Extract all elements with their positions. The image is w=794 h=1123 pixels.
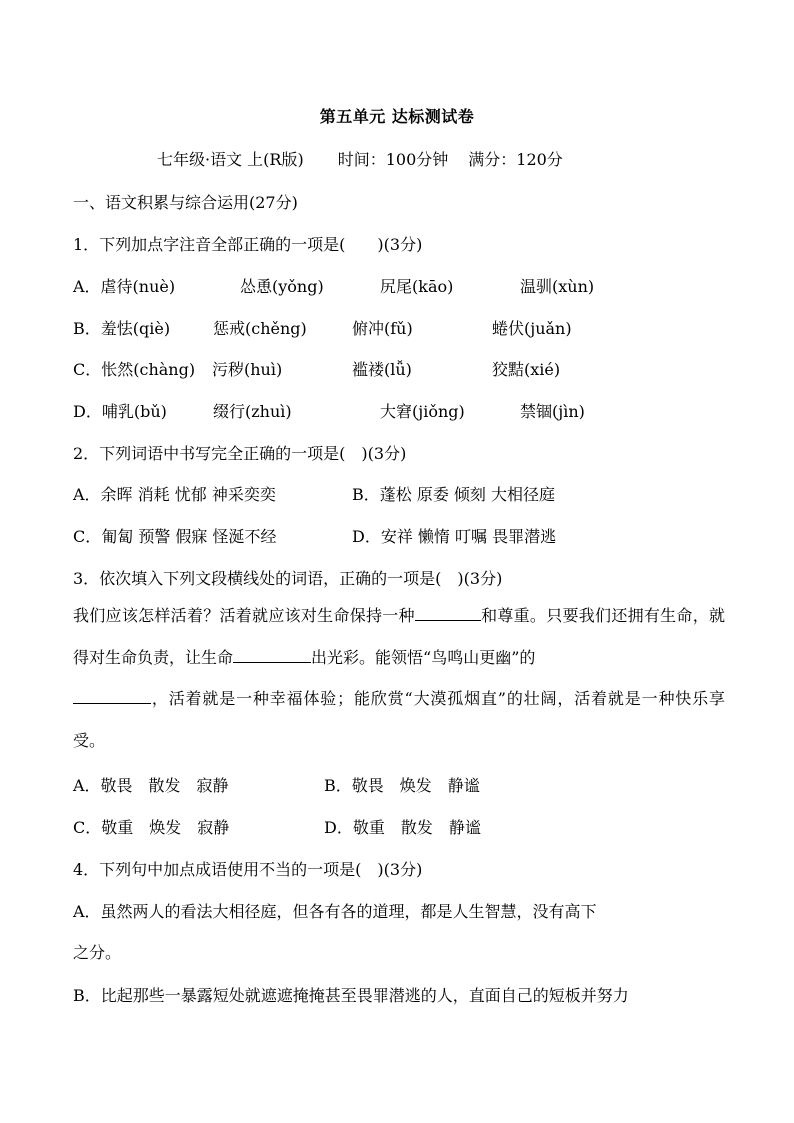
q4-option-a-line-1: A．虽然两人的看法大相径庭，但各有各的道理，都是人生智慧，没有高下 xyxy=(73,902,597,921)
q1-option-b-2: 惩戒(chěng) xyxy=(213,319,307,338)
q1-option-a-3: 尻尾(kāo) xyxy=(380,277,454,296)
q4-option-b: B．比起那些一暴露短处就遮遮掩掩甚至畏罪潜逃的人，直面自己的短板并努力 xyxy=(73,986,629,1005)
q2-option-a: A．余晖 消耗 忧郁 神采奕奕 xyxy=(73,485,276,504)
passage-part-1: 我们应该怎样活着？活着就应该对生命保持一种 xyxy=(73,606,415,625)
question-3-passage xyxy=(73,595,725,761)
answer-blank-1 xyxy=(415,606,481,621)
q1-option-a-1: A．虐待(nuè) xyxy=(73,277,176,296)
q1-option-d-3: 大窘(jiǒng) xyxy=(380,402,465,421)
passage-part-3: 出光彩。能领悟“鸟鸣山更幽”的 xyxy=(311,647,536,667)
question-3-stem: 3．依次填入下列文段横线处的词语，正确的一项是( )(3分) xyxy=(73,569,503,588)
q2-option-d: D．安祥 懒惰 叮嘱 畏罪潜逃 xyxy=(352,527,557,546)
question-2-stem: 2．下列词语中书写完全正确的一项是( )(3分) xyxy=(73,444,407,463)
passage-part-2: 和尊重。只要我们还拥有生命，就得对生命负责，让生命 xyxy=(73,606,725,667)
q3-option-a: A．敬畏 散发 寂静 xyxy=(73,776,229,795)
title-unit: 第五单元 xyxy=(319,107,386,126)
q2-option-c: C．匍匐 预警 假寐 怪涎不经 xyxy=(73,527,277,546)
q4-option-a-line-2: 之分。 xyxy=(73,943,122,962)
score-label: 满分：120分 xyxy=(468,150,563,169)
q1-option-c-3: 褴褛(lǚ) xyxy=(352,360,412,379)
q3-option-b: B．敬畏 焕发 静谧 xyxy=(324,776,480,795)
title-test: 达标测试卷 xyxy=(391,107,475,126)
q1-option-a-4: 温驯(xùn) xyxy=(520,277,595,296)
q1-option-c-4: 狡黠(xié) xyxy=(492,360,561,379)
grade-label: 七年级·语文 上(R版) xyxy=(157,150,304,169)
q1-option-d-4: 禁锢(jìn) xyxy=(520,402,585,421)
q1-option-d-2: 缀行(zhuì) xyxy=(213,402,292,421)
q3-option-c: C．敬重 焕发 寂静 xyxy=(73,818,230,837)
section-heading: 一、语文积累与综合运用(27分) xyxy=(73,193,298,212)
time-label: 时间：100分钟 xyxy=(337,150,449,169)
question-1-stem: 1．下列加点字注音全部正确的一项是( )(3分) xyxy=(73,235,423,254)
q3-option-d: D．敬重 散发 静谧 xyxy=(324,818,481,837)
q1-option-a-2: 怂恿(yǒng) xyxy=(240,277,324,296)
q1-option-b-3: 俯冲(fǔ) xyxy=(352,319,413,338)
q1-option-b-1: B．羞怯(qiè) xyxy=(73,319,171,338)
answer-blank-2 xyxy=(233,648,311,663)
answer-blank-3 xyxy=(73,689,151,704)
question-4-stem: 4．下列句中加点成语使用不当的一项是( )(3分) xyxy=(73,860,423,879)
page-title xyxy=(0,104,794,127)
q1-option-c-1: C．怅然(chàng) xyxy=(73,360,196,379)
exam-info xyxy=(157,147,563,170)
q1-option-c-2: 污秽(huì) xyxy=(212,360,283,379)
passage-part-4: ，活着就是一种幸福体验；能欣赏“大漠孤烟直”的壮阔，活着就是一种快乐享受。 xyxy=(73,689,725,750)
q1-option-d-1: D．哺乳(bǔ) xyxy=(73,402,167,421)
q2-option-b: B．蓬松 原委 倾刻 大相径庭 xyxy=(352,485,556,504)
q1-option-b-4: 蜷伏(juǎn) xyxy=(492,319,572,338)
